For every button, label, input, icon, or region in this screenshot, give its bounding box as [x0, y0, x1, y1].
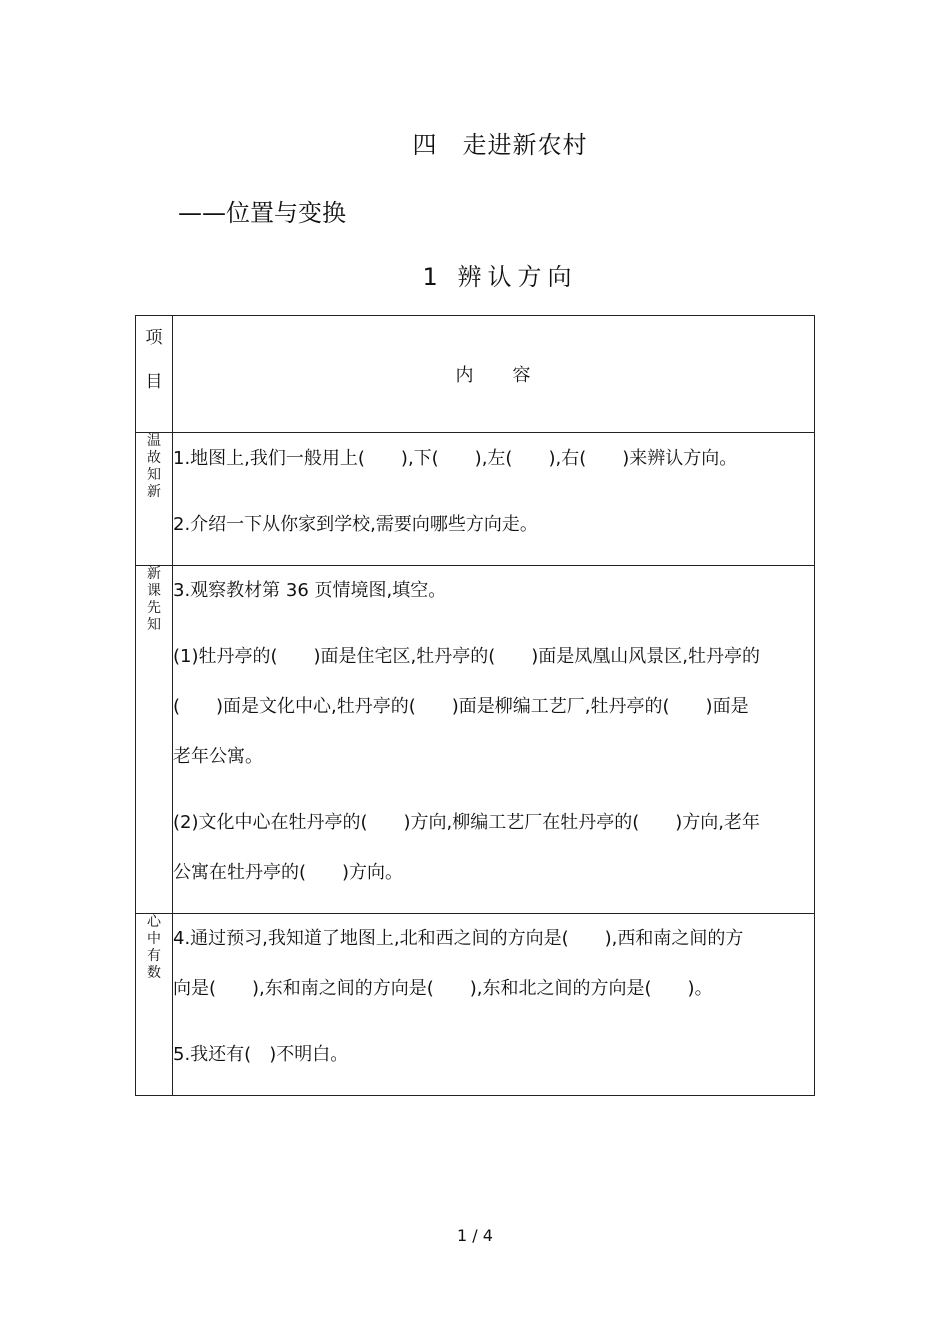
subtitle: ——位置与变换: [178, 199, 346, 227]
section-row-summary: [136, 914, 815, 1096]
section-row-preview: [136, 566, 815, 914]
question-5: 5.我还有( )不明白。: [173, 1044, 349, 1065]
section-label-preview: 新 课 先 知: [147, 566, 161, 633]
table-header-row: [136, 316, 815, 433]
question-1: 1.地图上,我们一般用上( ),下( ),左( ),右( )来辨认方向。: [173, 448, 738, 469]
question-2: 2.介绍一下从你家到学校,需要向哪些方向走。: [173, 514, 538, 535]
section-label-cell: [136, 914, 173, 1096]
section-content-review: [173, 433, 815, 566]
question-3-part-1: (1)牡丹亭的( )面是住宅区,牡丹亭的( )面是凤凰山风景区,牡丹亭的 ( )面是文化中心,牡丹亭的( )面是柳编工艺厂,牡丹亭的( )面是 老年公寓。: [173, 646, 761, 767]
section-label-summary: 心 中 有 数: [147, 914, 161, 981]
section-content-summary: [173, 914, 815, 1096]
header-label: 项 目: [145, 328, 163, 392]
header-label-cell: [136, 316, 173, 433]
question-3: 3.观察教材第 36 页情境图,填空。: [173, 580, 447, 601]
worksheet-table: [135, 315, 815, 1096]
page-number: 1 / 4: [457, 1226, 493, 1245]
section-label-cell: [136, 433, 173, 566]
section-row-review: [136, 433, 815, 566]
lesson-title: 1 辨认方向: [422, 263, 578, 291]
section-content-preview: [173, 566, 815, 914]
section-label-review: 温 故 知 新: [147, 433, 161, 500]
question-3-part-2: (2)文化中心在牡丹亭的( )方向,柳编工艺厂在牡丹亭的( )方向,老年 公寓在牡丹亭的( )方向。: [173, 812, 761, 883]
question-4: 4.通过预习,我知道了地图上,北和西之间的方向是( ),西和南之间的方 向是( ),东和南之间的方向是( ),东和北之间的方向是( )。: [173, 928, 744, 999]
section-label-cell: [136, 566, 173, 914]
header-content: 内 容: [455, 365, 532, 386]
header-content-cell: [173, 316, 815, 433]
chapter-title: 四 走进新农村: [412, 131, 588, 159]
